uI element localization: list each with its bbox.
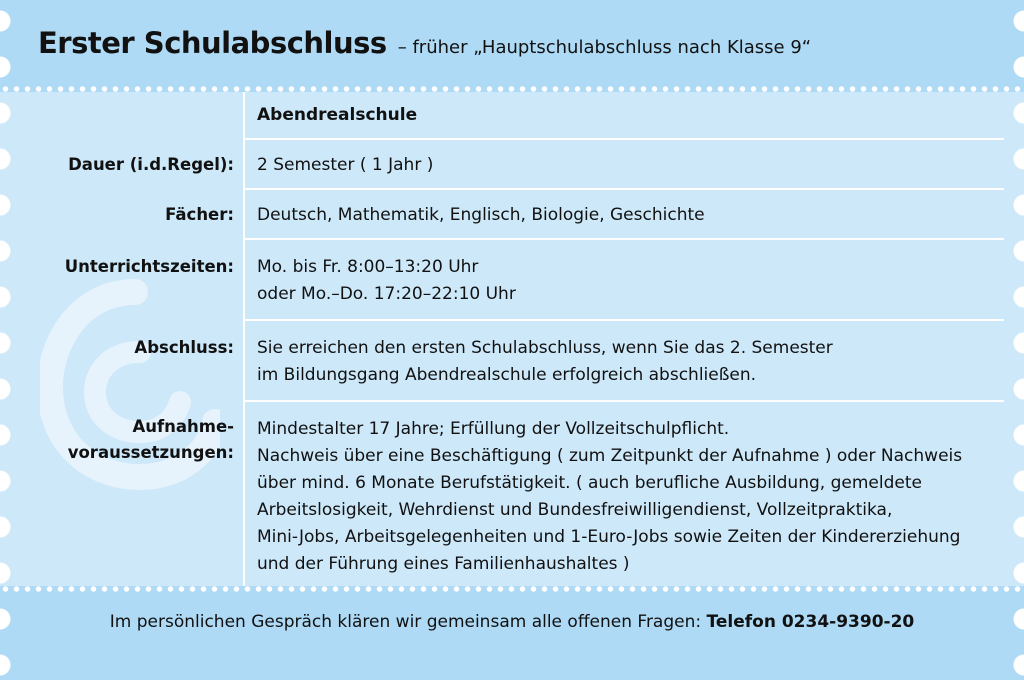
perforated-right-edge	[1012, 0, 1024, 680]
row-label: Fächer:	[165, 205, 234, 224]
row-value: Mo. bis Fr. 8:00–13:20 Uhr oder Mo.–Do. 17:20–22:10 Uhr	[257, 257, 516, 304]
row-label: Dauer (i.d.Regel):	[68, 155, 234, 174]
dotted-divider-bottom	[0, 586, 1024, 592]
contact-footer	[0, 612, 1024, 632]
info-table	[0, 92, 1024, 586]
row-label: Abschluss:	[134, 338, 234, 357]
table-row	[0, 321, 1024, 402]
row-value: 2 Semester ( 1 Jahr )	[257, 155, 434, 175]
table-row	[0, 402, 1024, 586]
column-header: Abendrealschule	[257, 105, 418, 125]
row-value: Sie erreichen den ersten Schulabschluss, wenn Sie das 2. Semester im Bildungsgang Abendrealschule erfolgreich abschließen.	[257, 338, 833, 385]
table-row	[0, 140, 1024, 190]
phone-number[interactable]: Telefon 0234-9390-20	[706, 612, 915, 632]
perforated-left-edge	[0, 0, 12, 680]
header	[38, 26, 984, 60]
row-value: Mindestalter 17 Jahre; Erfüllung der Vollzeitschulpflicht. Nachweis über eine Beschäftigung ( zum Zeitpunkt der Aufnahme ) oder Nachweis über mind. 6 Monate Berufstätigkeit. ( auch berufliche Ausbildung, gemeldete Arbeitslosigkeit, Wehrdienst und Bundesfreiwilligendienst, Vollzeitpraktika, Mini-Jobs, Arbeitsgelegenheiten und 1-Euro-Jobs sowie Zeiten der Kindererziehung und der Führung eines Familienhaushaltes )	[257, 419, 963, 574]
footer-text: Im persönlichen Gespräch klären wir gemeinsam alle offenen Fragen:	[109, 612, 707, 632]
table-header-row	[0, 92, 1024, 140]
table-row	[0, 240, 1024, 321]
page-title: Erster Schulabschluss	[38, 26, 387, 60]
row-label: Unterrichtszeiten:	[64, 257, 234, 276]
row-label: Aufnahme- voraussetzungen:	[67, 417, 234, 462]
page-subtitle: – früher „Hauptschulabschluss nach Klasse 9“	[397, 37, 812, 58]
table-row	[0, 190, 1024, 240]
row-value: Deutsch, Mathematik, Englisch, Biologie, Geschichte	[257, 205, 705, 225]
